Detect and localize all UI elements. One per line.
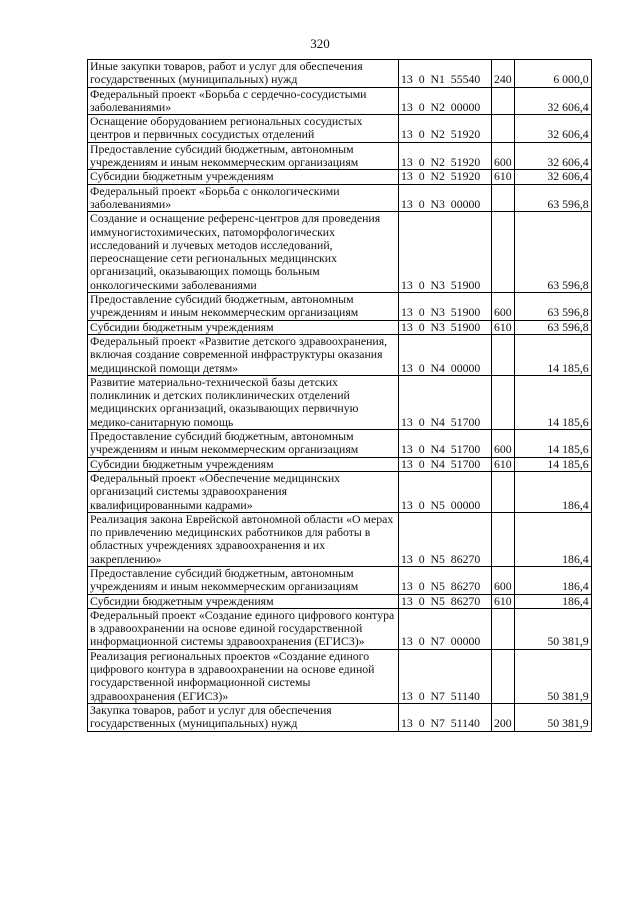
table-row [88, 457, 592, 471]
row-expense-type [492, 334, 515, 375]
row-description: Иные закупки товаров, работ и услуг для обеспечения государственных (муниципальных) нужд [88, 60, 399, 88]
row-description: Федеральный проект «Развитие детского здравоохранения, включая создание современной инфраструктуры оказания медицинской помощи детям» [88, 334, 399, 375]
row-amount: 32 606,4 [514, 115, 591, 143]
row-expense-type [492, 115, 515, 143]
row-description: Развитие материально-технической базы детских поликлиник и детских поликлинических отделений медицинских организаций, оказывающих первичную медико-санитарную помощь [88, 375, 399, 429]
table-row [88, 594, 592, 608]
table-row [88, 334, 592, 375]
row-target-code: 13 0 N7 51140 [399, 649, 492, 703]
row-amount: 63 596,8 [514, 293, 591, 321]
row-amount: 186,4 [514, 512, 591, 566]
row-description: Реализация закона Еврейской автономной области «О мерах по привлечению медицинских работников для работы в областных учреждениях здравоохранения и их закреплению» [88, 512, 399, 566]
row-expense-type: 610 [492, 457, 515, 471]
table-row [88, 375, 592, 429]
row-target-code: 13 0 N5 86270 [399, 512, 492, 566]
table-row [88, 430, 592, 458]
row-amount: 14 185,6 [514, 430, 591, 458]
row-description: Реализация региональных проектов «Создание единого цифрового контура в здравоохранении на основе единой государственной информационной системы здравоохранения (ЕГИСЗ)» [88, 649, 399, 703]
table-row [88, 471, 592, 512]
row-description: Субсидии бюджетным учреждениям [88, 170, 399, 184]
row-expense-type: 600 [492, 142, 515, 170]
row-target-code: 13 0 N7 00000 [399, 608, 492, 649]
row-description: Предоставление субсидий бюджетным, автономным учреждениям и иным некоммерческим организациям [88, 566, 399, 594]
row-expense-type [492, 87, 515, 115]
row-expense-type [492, 608, 515, 649]
row-description: Субсидии бюджетным учреждениям [88, 320, 399, 334]
row-description: Федеральный проект «Борьба с сердечно-сосудистыми заболеваниями» [88, 87, 399, 115]
row-expense-type: 600 [492, 566, 515, 594]
row-expense-type [492, 512, 515, 566]
row-target-code: 13 0 N4 51700 [399, 457, 492, 471]
row-amount: 63 596,8 [514, 212, 591, 293]
row-amount: 6 000,0 [514, 60, 591, 88]
row-target-code: 13 0 N2 00000 [399, 87, 492, 115]
budget-table [87, 59, 592, 732]
row-amount: 63 596,8 [514, 184, 591, 212]
table-row [88, 512, 592, 566]
row-amount: 14 185,6 [514, 375, 591, 429]
table-row [88, 212, 592, 293]
page-number: 320 [310, 36, 330, 51]
row-target-code: 13 0 N4 00000 [399, 334, 492, 375]
row-amount: 32 606,4 [514, 142, 591, 170]
row-description: Создание и оснащение референс-центров для проведения иммуногистохимических, патоморфологических исследований и лучевых методов исследований, переоснащение сети региональных медицинских организаций, оказывающих помощь больным онкологическими заболеваниями [88, 212, 399, 293]
row-expense-type [492, 471, 515, 512]
row-amount: 63 596,8 [514, 320, 591, 334]
row-target-code: 13 0 N2 51920 [399, 142, 492, 170]
row-description: Предоставление субсидий бюджетным, автономным учреждениям и иным некоммерческим организациям [88, 430, 399, 458]
table-row [88, 649, 592, 703]
row-amount: 32 606,4 [514, 170, 591, 184]
row-expense-type [492, 649, 515, 703]
row-target-code: 13 0 N3 51900 [399, 212, 492, 293]
row-expense-type [492, 184, 515, 212]
row-amount: 186,4 [514, 594, 591, 608]
row-amount: 50 381,9 [514, 649, 591, 703]
row-description: Закупка товаров, работ и услуг для обеспечения государственных (муниципальных) нужд [88, 703, 399, 731]
row-target-code: 13 0 N7 51140 [399, 703, 492, 731]
row-description: Предоставление субсидий бюджетным, автономным учреждениям и иным некоммерческим организациям [88, 293, 399, 321]
row-target-code: 13 0 N1 55540 [399, 60, 492, 88]
row-target-code: 13 0 N3 00000 [399, 184, 492, 212]
table-row [88, 566, 592, 594]
row-target-code: 13 0 N3 51900 [399, 293, 492, 321]
row-target-code: 13 0 N5 86270 [399, 566, 492, 594]
table-row [88, 608, 592, 649]
row-description: Федеральный проект «Обеспечение медицинских организаций системы здравоохранения квалифицированными кадрами» [88, 471, 399, 512]
row-target-code: 13 0 N4 51700 [399, 430, 492, 458]
row-description: Федеральный проект «Создание единого цифрового контура в здравоохранении на основе единой государственной информационной системы здравоохранения (ЕГИСЗ)» [88, 608, 399, 649]
row-target-code: 13 0 N2 51920 [399, 170, 492, 184]
row-expense-type: 200 [492, 703, 515, 731]
budget-table-body [88, 60, 592, 732]
row-description: Предоставление субсидий бюджетным, автономным учреждениям и иным некоммерческим организациям [88, 142, 399, 170]
table-row [88, 320, 592, 334]
row-description: Субсидии бюджетным учреждениям [88, 594, 399, 608]
row-amount: 32 606,4 [514, 87, 591, 115]
table-row [88, 142, 592, 170]
table-row [88, 60, 592, 88]
row-amount: 14 185,6 [514, 334, 591, 375]
table-row [88, 184, 592, 212]
row-expense-type: 610 [492, 170, 515, 184]
row-target-code: 13 0 N4 51700 [399, 375, 492, 429]
row-amount: 50 381,9 [514, 608, 591, 649]
row-description: Федеральный проект «Борьба с онкологическими заболеваниями» [88, 184, 399, 212]
row-target-code: 13 0 N5 86270 [399, 594, 492, 608]
table-row [88, 170, 592, 184]
row-target-code: 13 0 N5 00000 [399, 471, 492, 512]
row-expense-type: 600 [492, 430, 515, 458]
row-expense-type [492, 212, 515, 293]
row-amount: 186,4 [514, 566, 591, 594]
row-amount: 186,4 [514, 471, 591, 512]
table-row [88, 87, 592, 115]
row-amount: 50 381,9 [514, 703, 591, 731]
row-target-code: 13 0 N3 51900 [399, 320, 492, 334]
row-expense-type: 600 [492, 293, 515, 321]
table-row [88, 115, 592, 143]
table-row [88, 703, 592, 731]
row-expense-type [492, 375, 515, 429]
row-description: Оснащение оборудованием региональных сосудистых центров и первичных сосудистых отделений [88, 115, 399, 143]
row-amount: 14 185,6 [514, 457, 591, 471]
row-description: Субсидии бюджетным учреждениям [88, 457, 399, 471]
row-expense-type: 240 [492, 60, 515, 88]
table-row [88, 293, 592, 321]
row-expense-type: 610 [492, 594, 515, 608]
row-target-code: 13 0 N2 51920 [399, 115, 492, 143]
row-expense-type: 610 [492, 320, 515, 334]
